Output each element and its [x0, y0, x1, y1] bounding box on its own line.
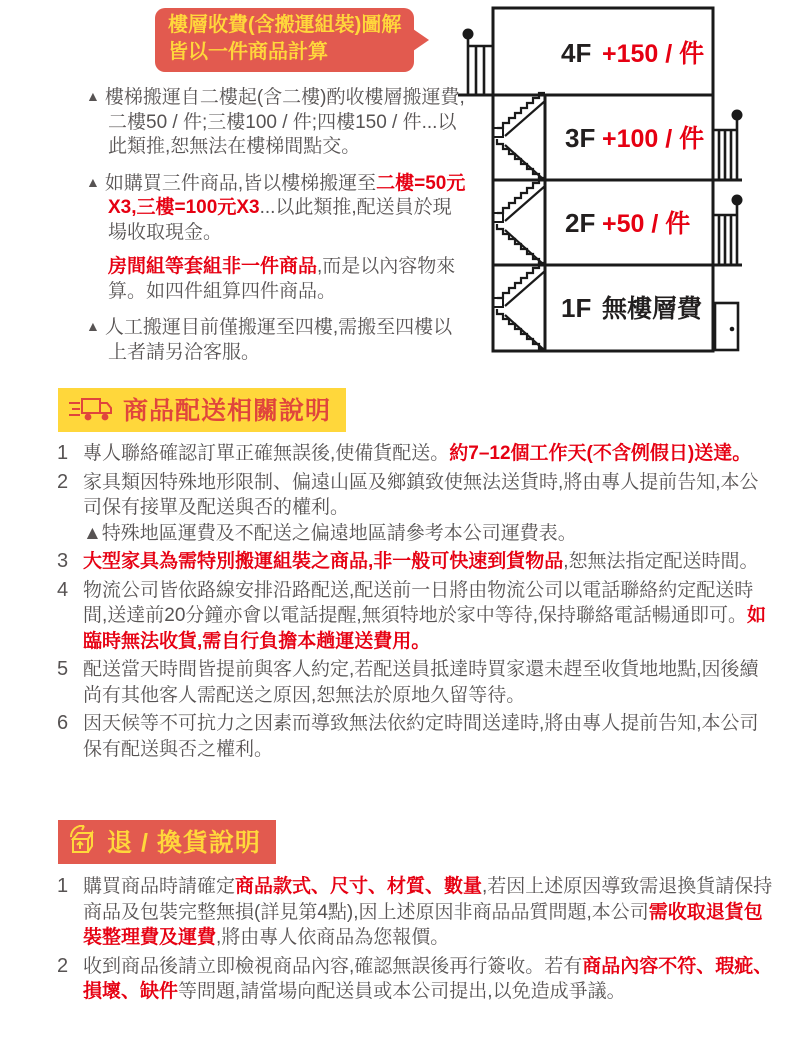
delivery-item-1: [57, 441, 775, 467]
floor-label-1f: 1F: [561, 293, 592, 323]
triangle-bullet-icon: ▲: [86, 318, 100, 334]
item-number: 3: [57, 550, 69, 572]
building-diagram-svg: [455, 0, 800, 358]
delivery-section-title: 商品配送相關說明: [123, 397, 332, 425]
note-text: 樓梯搬運自二樓起(含二樓)酌收樓層搬運費,二樓50 / 件;三樓100 / 件;四樓150 / 件...以此類推,恕無法在樓梯間點交。: [104, 87, 465, 157]
delivery-section-header: [58, 388, 346, 432]
item-text: [83, 470, 775, 547]
callout-pointer-icon: [413, 29, 429, 51]
delivery-list: [57, 441, 775, 765]
item-seg: 因天候等不可抗力之因素而導致無法依約定時間送達時,將由專人提前告知,本公司保有配送與否之權利。: [83, 713, 759, 760]
item-seg-em: 約7–12個工作天(不含例假日)送達。: [449, 443, 752, 464]
door-icon: [715, 303, 738, 350]
item-subnote: ▲特殊地區運費及不配送之偏遠地區請參考本公司運費表。: [83, 522, 577, 544]
return-box-icon: [68, 825, 98, 857]
staircase-icon: [493, 178, 545, 264]
floor-fee-3f: +100 / 件: [602, 125, 705, 153]
item-seg: 收到商品後請立即檢視商品內容,確認無誤後再行簽收。若有: [83, 955, 583, 977]
item-text: [83, 954, 775, 1005]
note-text: 人工搬運目前僅搬運至四樓,需搬至四樓以上者請另洽客服。: [104, 317, 453, 363]
floor-fee-2f: +50 / 件: [602, 210, 691, 238]
balcony-railing-icon: [463, 29, 494, 96]
item-seg: 物流公司皆依路線安排沿路配送,配送前一日將由物流公司以電話聯絡約定配送時間,送達前20分鐘亦會以電話提醒,無須特地於家中等待,保持聯絡電話暢通即可。: [83, 579, 754, 626]
triangle-bullet-icon: ▲: [86, 173, 100, 190]
delivery-item-6: [57, 711, 775, 762]
item-text: [83, 549, 775, 575]
floor-fee-callout: [155, 8, 414, 72]
delivery-item-5: [57, 657, 775, 708]
balcony-railing-icon: [713, 195, 743, 266]
item-number: 5: [57, 658, 69, 680]
item-number: 2: [57, 470, 69, 493]
item-seg-em: 大型家具為需特別搬運組裝之商品,非一般可快速到貨物品: [83, 551, 564, 572]
item-seg: 專人聯絡確認訂單正確無誤後,使備貨配送。: [83, 443, 450, 464]
item-text: [83, 874, 775, 951]
delivery-item-4: [57, 578, 775, 655]
floor-fee-notes: [86, 84, 466, 375]
floor-fee-4f: +150 / 件: [602, 40, 705, 68]
returns-item-1: [57, 874, 775, 951]
floor-label-3f: 3F: [565, 123, 596, 153]
item-number: 6: [57, 712, 69, 734]
item-seg-em: 商品內容不符、瑕疵、損壞、缺件: [83, 955, 773, 1002]
item-number: 1: [57, 442, 69, 464]
balcony-railing-icon: [713, 110, 743, 181]
item-seg-em: 商品款式、尺寸、材質、數量: [235, 876, 483, 897]
floor-label-2f: 2F: [565, 208, 596, 238]
floor-fee-1f: 無樓層費: [602, 295, 703, 323]
item-seg: ,若因上述原因導致需退換貨請保持商品及包裝完整無損(詳見第4點),因上述原因非商品品質問題,本公司: [83, 876, 773, 923]
callout-line2: 皆以一件商品計算: [168, 41, 328, 63]
item-text: [83, 711, 775, 762]
item-number: 2: [57, 954, 69, 977]
returns-section-title: 退 / 換貨說明: [107, 829, 261, 857]
item-text: [83, 578, 775, 655]
returns-item-2: [57, 954, 775, 1005]
building-diagram: [455, 0, 800, 358]
delivery-item-3: [57, 549, 775, 575]
item-seg-em: 需收取退貨包裝整理費及運費: [83, 901, 763, 948]
note-stair-fee: [86, 84, 466, 160]
note-manual-carry: [86, 314, 466, 365]
item-seg: ,恕無法指定配送時間。: [563, 551, 759, 572]
item-number: 4: [57, 578, 69, 601]
note-text: 如購買三件商品,皆以樓梯搬運至: [104, 172, 377, 194]
item-seg: 等問題,請當場向配送員或本公司提出,以免造成爭議。: [178, 981, 626, 1002]
item-text: [83, 441, 775, 467]
delivery-item-2: [57, 470, 775, 547]
note-room-set: [86, 255, 466, 304]
returns-section-header: [58, 820, 276, 864]
staircase-icon: [493, 263, 545, 349]
returns-list: [57, 874, 775, 1008]
triangle-bullet-icon: ▲: [86, 88, 100, 104]
item-seg: 購買商品時請確定: [83, 876, 236, 897]
note-three-items: [86, 170, 466, 246]
item-text: [83, 657, 775, 708]
item-seg: 配送當天時間皆提前與客人約定,若配送員抵達時買家還未趕至收貨地地點,因後續尚有其他客人需配送之原因,恕無法於原地久留等待。: [83, 659, 759, 706]
item-seg-em: 如臨時無法收貨,需自行負擔本趟運送費用。: [83, 605, 766, 652]
note-text: ,而是以內容物來算。如四件組算四件商品。: [108, 256, 456, 302]
note-text: ...以此類推,配送員於現場收取現金。: [108, 197, 452, 243]
item-seg: 家具類因特殊地形限制、偏遠山區及鄉鎮致使無法送貨時,將由專人提前告知,本公司保有接單及配送與否的權利。: [83, 471, 759, 518]
note-text-em: 二樓=50元X3,三樓=100元X3: [108, 172, 466, 218]
note-text-em: 房間組等套組非一件商品: [108, 256, 318, 277]
staircase-icon: [493, 93, 545, 179]
delivery-truck-icon: [68, 394, 114, 424]
item-number: 1: [57, 875, 69, 897]
item-seg: ,將由專人依商品為您報價。: [216, 927, 450, 948]
callout-line1: 樓層收費(含搬運組裝)圖解: [168, 14, 402, 36]
floor-label-4f: 4F: [561, 38, 592, 68]
